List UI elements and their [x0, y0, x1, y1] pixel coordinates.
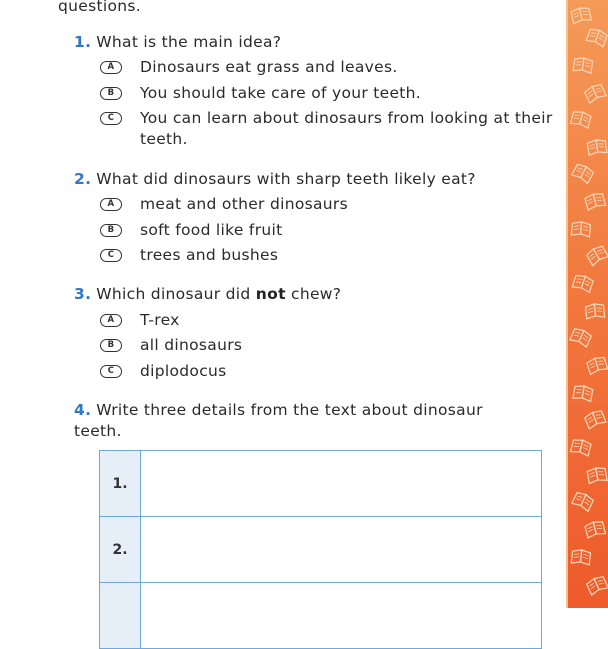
answer-cell[interactable]: [141, 517, 542, 583]
row-number: [100, 583, 141, 649]
answer-table: [99, 450, 542, 649]
answer-bubble[interactable]: B: [100, 339, 122, 352]
option-text: all dinosaurs: [140, 336, 243, 354]
answer-bubble[interactable]: C: [100, 249, 122, 262]
answer-bubble[interactable]: A: [100, 314, 122, 327]
question-number: 1.: [74, 33, 92, 51]
question-3: [74, 284, 341, 305]
question-4: [74, 400, 524, 442]
answer-row: [100, 583, 542, 649]
question-number: 3.: [74, 285, 92, 303]
decorative-border: [566, 0, 608, 608]
answer-bubble[interactable]: B: [100, 224, 122, 237]
answer-cell[interactable]: [141, 451, 542, 517]
option-text: You can learn about dinosaurs from looking at their teeth.: [140, 109, 553, 148]
open-book-pattern: [568, 0, 608, 608]
open-book-icon: [570, 6, 608, 595]
option-text: soft food like fruit: [140, 221, 283, 239]
intro-text: questions.: [58, 0, 141, 15]
question-2: [74, 169, 476, 190]
emphasis-text: not: [255, 285, 286, 303]
question-text: Which dinosaur did not chew?: [96, 285, 342, 303]
option-text: meat and other dinosaurs: [140, 195, 348, 213]
question-text: Write three details from the text about dinosaur teeth.: [74, 401, 483, 440]
option-text: trees and bushes: [140, 246, 279, 264]
row-number: 2.: [100, 517, 141, 583]
question-text: What is the main idea?: [96, 33, 282, 51]
answer-bubble[interactable]: A: [100, 61, 122, 74]
answer-bubble[interactable]: B: [100, 87, 122, 100]
question-number: 2.: [74, 170, 92, 188]
option-text: Dinosaurs eat grass and leaves.: [140, 58, 398, 76]
question-text: What did dinosaurs with sharp teeth likely eat?: [96, 170, 476, 188]
question-number: 4.: [74, 401, 92, 419]
answer-bubble[interactable]: C: [100, 112, 122, 125]
question-1: [74, 32, 281, 53]
row-number: 1.: [100, 451, 141, 517]
answer-bubble[interactable]: C: [100, 365, 122, 378]
answer-bubble[interactable]: A: [100, 198, 122, 211]
option-text: You should take care of your teeth.: [140, 84, 422, 102]
answer-cell[interactable]: [141, 583, 542, 649]
answer-row: [100, 451, 542, 517]
option-text: diplodocus: [140, 362, 227, 380]
option-text: T-rex: [140, 311, 180, 329]
answer-row: [100, 517, 542, 583]
